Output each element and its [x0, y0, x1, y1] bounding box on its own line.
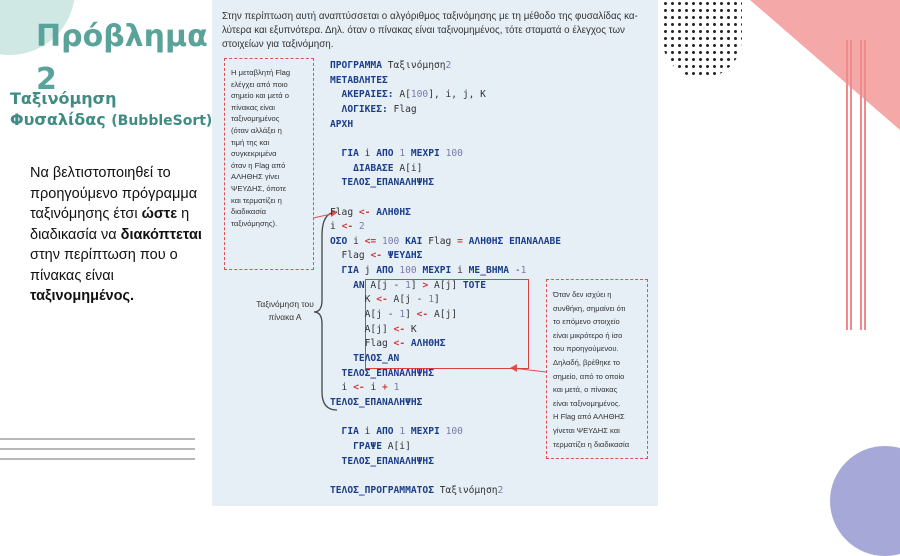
code-line	[330, 207, 411, 221]
code-line	[330, 426, 463, 440]
code-line	[330, 309, 457, 323]
code-keyword: ΟΣΟ	[330, 235, 348, 247]
code-line	[330, 382, 399, 396]
code-keyword: ΤΕΛΟΣ_ΑΝ	[330, 353, 400, 364]
code-line	[330, 485, 503, 499]
code-line	[330, 324, 417, 338]
code-line	[330, 441, 411, 455]
code-line	[330, 265, 526, 279]
code-text: A[i]	[381, 440, 411, 452]
subtitle-line-1: Ταξινόμηση	[10, 89, 117, 108]
code-text: A[i]	[393, 162, 423, 174]
sort-array-label: Ταξινόμηση του πίνακα Α	[256, 299, 314, 322]
code-line	[330, 104, 417, 118]
code-line	[330, 148, 463, 162]
code-text: i <- 2	[330, 221, 365, 233]
code-keyword: ΤΕΛΟΣ_ΕΠΑΝΑΛΗΨΗΣ	[330, 396, 423, 408]
code-line	[330, 294, 440, 308]
code-line	[330, 163, 422, 177]
code-text: K <- A[j - 1]	[330, 294, 440, 306]
code-keyword: ΑΚΕΡΑΙΕΣ:	[330, 89, 394, 101]
slide-title-number: 2	[36, 62, 57, 97]
desc-text-2: η διαδικασία να	[30, 206, 190, 243]
code-line	[330, 456, 434, 470]
code-keyword: ΤΕΛΟΣ_ΕΠΑΝΑΛΗΨΗΣ	[330, 367, 434, 379]
desc-text-3: στην περίπτωση που ο πίνακας είναι	[30, 247, 178, 284]
code-text: Ταξινόμηση2	[381, 60, 452, 71]
code-keyword: ΜΕΤΑΒΛΗΤΕΣ	[330, 74, 388, 86]
code-line	[330, 75, 388, 89]
code-line	[330, 250, 422, 264]
flag-explanation-note: Η μεταβλητή Flag ελέγχει από ποιο σημείο και μετά ο πίνακας είναι ταξινομημένος (όταν αλλάξει η τιμή της και συγκεκριμένα όταν η Flag από ΑΛΗΘΗΣ γίνει ΨΕΥΔΗΣ, όποτε και τερματίζει η διαδικασία ταξινόμησης).	[224, 58, 314, 270]
subtitle-paren: (BubbleSort)	[111, 113, 213, 129]
code-keyword: ΓΙΑ	[330, 426, 359, 438]
code-text: i ΑΠΟ 1 ΜΕΧΡΙ 100	[358, 147, 463, 159]
code-text: i <= 100 ΚΑΙ Flag = ΑΛΗΘΗΣ ΕΠΑΝΑΛΑΒΕ	[347, 235, 562, 247]
code-keyword: ΠΡΟΓΡΑΜΜΑ	[330, 60, 382, 71]
subtitle-word: Φυσαλίδας	[10, 110, 106, 129]
code-line	[330, 338, 446, 352]
condition-explanation-note: Όταν δεν ισχύει η συνθήκη, σημαίνει ότι το επόμενο στοιχείο είναι μικρότερο ή ίσο του προηγούμενου. Δηλαδή, βρέθηκε το σημείο, από το οποίο και μετά, ο πίνακας είναι ταξινομημένος. Η Flag από ΑΛΗΘΗΣ γίνεται ΨΕΥΔΗΣ και τερματίζει η διαδικασία	[546, 279, 648, 459]
code-text: j ΑΠΟ 100 ΜΕΧΡΙ i ΜΕ_ΒΗΜΑ -1	[358, 265, 527, 277]
code-keyword: ΑΝ	[330, 279, 365, 291]
code-text: Flag	[387, 103, 417, 115]
code-line	[330, 397, 422, 411]
code-keyword: ΑΡΧΗ	[330, 118, 354, 130]
desc-bold-2: διακόπτεται	[120, 226, 202, 243]
code-text: A[j - 1] <- A[j]	[330, 309, 458, 321]
code-line	[330, 60, 451, 74]
code-line	[330, 280, 486, 294]
desc-bold-1: ώστε	[141, 206, 178, 222]
desc-text-1: Να βελτιστοποιηθεί το προηγούμενο πρόγραμμα ταξινόμησης έτσι	[30, 165, 198, 222]
code-text: Flag <- ΑΛΗΘΗΣ	[330, 206, 411, 218]
code-text: i <- i + 1	[330, 382, 400, 394]
code-keyword: ΤΕΛΟΣ_ΠΡΟΓΡΑΜΜΑΤΟΣ	[330, 484, 434, 496]
code-text: i ΑΠΟ 1 ΜΕΧΡΙ 100	[358, 426, 463, 438]
slide-title: Πρόβλημα	[36, 19, 208, 54]
code-line	[330, 368, 434, 382]
code-line	[330, 353, 399, 367]
code-line	[330, 177, 434, 191]
desc-bold-3: ταξινομημένος.	[30, 288, 135, 304]
code-text: Flag <- ΨΕΥΔΗΣ	[330, 250, 423, 262]
code-keyword: ΛΟΓΙΚΕΣ:	[330, 103, 388, 115]
code-keyword: ΓΙΑ	[330, 265, 359, 277]
code-line	[330, 119, 353, 133]
code-keyword: ΔΙΑΒΑΣΕ	[330, 162, 394, 174]
code-text: Ταξινόμηση2	[433, 484, 504, 496]
code-text: A[100], i, j, K	[393, 89, 486, 101]
code-keyword: ΓΡΑΨΕ	[330, 440, 382, 452]
code-keyword: ΓΙΑ	[330, 147, 359, 159]
panel-intro-text: Στην περίπτωση αυτή αναπτύσσεται ο αλγόριθμος ταξινόμησης με τη μέθοδο της φυσαλίδας κα- λύτερα και εξυπνότερα. Δηλ. όταν ο πίνακας είναι ταξινομημένος, τότε σταματά ο έλεγχος των στοιχείων για ταξινόμηση.	[222, 11, 638, 50]
code-keyword: ΤΕΛΟΣ_ΕΠΑΝΑΛΗΨΗΣ	[330, 455, 434, 467]
code-text: A[j] <- K	[330, 323, 417, 335]
code-line	[330, 89, 486, 103]
code-line	[330, 236, 561, 250]
code-text: A[j - 1] > A[j] ΤΟΤΕ	[364, 279, 486, 291]
code-text: Flag <- ΑΛΗΘΗΣ	[330, 338, 446, 350]
code-line	[330, 221, 365, 235]
code-keyword: ΤΕΛΟΣ_ΕΠΑΝΑΛΗΨΗΣ	[330, 177, 434, 189]
